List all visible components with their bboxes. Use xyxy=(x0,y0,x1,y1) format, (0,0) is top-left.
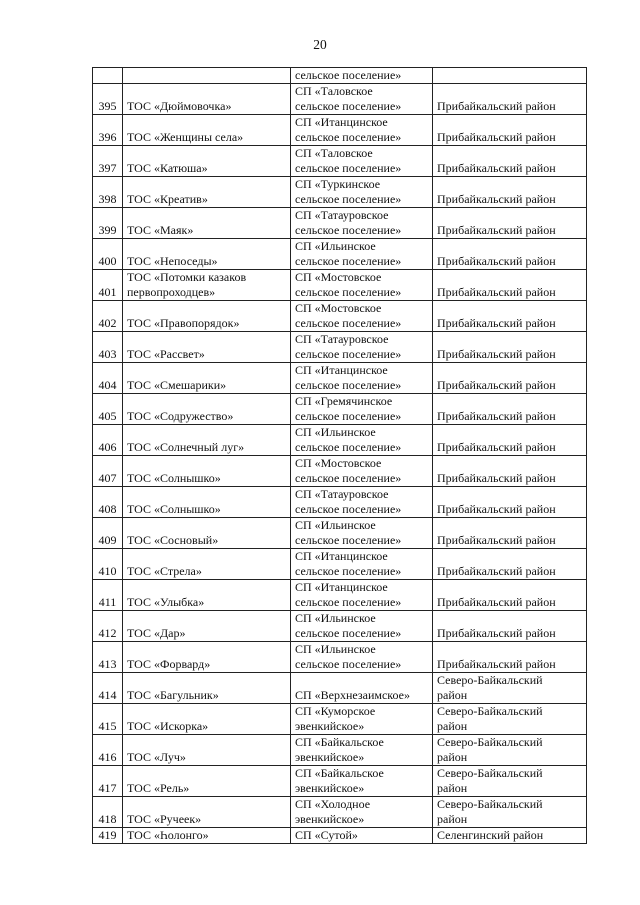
district-cell xyxy=(433,704,587,735)
tos-name-cell xyxy=(123,549,291,580)
table-row xyxy=(93,797,587,828)
row-number-cell-line: 417 xyxy=(98,781,117,795)
table-row xyxy=(93,456,587,487)
tos-name-cell xyxy=(123,766,291,797)
tos-name-cell xyxy=(123,735,291,766)
tos-name-cell xyxy=(123,84,291,115)
tos-name-cell xyxy=(123,487,291,518)
settlement-cell-line: СП «Гремячинское xyxy=(295,394,393,408)
row-number-cell xyxy=(93,332,123,363)
row-number-cell xyxy=(93,518,123,549)
district-cell-line: Прибайкальский район xyxy=(437,440,556,454)
tos-name-cell-line: ТОС «Дюймовочка» xyxy=(127,99,232,113)
tos-name-cell-line: ТОС «Потомки казаков xyxy=(127,270,247,284)
tos-name-cell-line: ТОС «Катюша» xyxy=(127,161,208,175)
row-number-cell-line: 402 xyxy=(98,316,117,330)
tos-name-cell-line: ТОС «Маяк» xyxy=(127,223,194,237)
tos-name-cell-line: ТОС «Һолонго» xyxy=(127,828,209,842)
tos-name-cell xyxy=(123,797,291,828)
district-cell xyxy=(433,828,587,844)
row-number-cell xyxy=(93,363,123,394)
district-cell-line: Прибайкальский район xyxy=(437,626,556,640)
row-number-cell xyxy=(93,549,123,580)
tos-name-cell xyxy=(123,704,291,735)
tos-name-cell xyxy=(123,363,291,394)
row-number-cell xyxy=(93,735,123,766)
table-row xyxy=(93,828,587,844)
table-row xyxy=(93,549,587,580)
district-cell-line: Прибайкальский район xyxy=(437,254,556,268)
tos-name-cell xyxy=(123,673,291,704)
district-cell-line: Северо-Байкальский xyxy=(437,704,543,718)
settlement-cell xyxy=(291,177,433,208)
row-number-cell-line: 410 xyxy=(98,564,117,578)
row-number-cell xyxy=(93,704,123,735)
tos-name-cell xyxy=(123,642,291,673)
tos-name-cell-line: ТОС «Правопорядок» xyxy=(127,316,240,330)
district-cell xyxy=(433,84,587,115)
district-cell-line: Прибайкальский район xyxy=(437,533,556,547)
settlement-cell-line: сельское поселение» xyxy=(295,409,402,423)
row-number-cell-line: 411 xyxy=(98,595,117,609)
settlement-cell-line: эвенкийское» xyxy=(295,750,365,764)
row-number-cell-line: 403 xyxy=(98,347,117,361)
district-cell-line: район xyxy=(437,812,468,826)
row-number-cell xyxy=(93,580,123,611)
settlement-cell xyxy=(291,828,433,844)
tos-name-cell-line: ТОС «Солнышко» xyxy=(127,471,221,485)
settlement-cell-line: СП «Татауровское xyxy=(295,487,389,501)
district-cell-line: Прибайкальский район xyxy=(437,316,556,330)
row-number-cell xyxy=(93,828,123,844)
district-cell xyxy=(433,239,587,270)
page-number: 20 xyxy=(313,37,327,52)
row-number-cell xyxy=(93,766,123,797)
row-number-cell-line: 418 xyxy=(98,812,117,826)
table-row xyxy=(93,177,587,208)
row-number-cell-line: 413 xyxy=(98,657,117,671)
district-cell-line: Прибайкальский район xyxy=(437,471,556,485)
settlement-cell-line: СП «Татауровское xyxy=(295,208,389,222)
tos-name-cell-line: ТОС «Багульник» xyxy=(127,688,219,702)
settlement-cell-line: СП «Верхнезаимское» xyxy=(295,688,410,702)
row-number-cell xyxy=(93,115,123,146)
tos-name-cell-line: ТОС «Креатив» xyxy=(127,192,208,206)
settlement-cell-line: СП «Ильинское xyxy=(295,425,376,439)
tos-name-cell-line: ТОС «Солнышко» xyxy=(127,502,221,516)
settlement-cell-line: СП «Ильинское xyxy=(295,611,376,625)
table-row-continuation xyxy=(93,68,587,84)
row-number-cell xyxy=(93,239,123,270)
district-cell-line: район xyxy=(437,781,468,795)
row-number-cell-line: 412 xyxy=(98,626,117,640)
settlement-cell-line: СП «Ильинское xyxy=(295,642,376,656)
settlement-cell-line: СП «Байкальское xyxy=(295,766,384,780)
table-row xyxy=(93,84,587,115)
settlement-cell-line: сельское поселение» xyxy=(295,99,402,113)
tos-name-cell xyxy=(123,456,291,487)
table-row xyxy=(93,301,587,332)
settlement-cell-line: сельское поселение» xyxy=(295,254,402,268)
tos-name-cell xyxy=(123,425,291,456)
table-row xyxy=(93,766,587,797)
district-cell xyxy=(433,394,587,425)
settlement-cell-line: сельское поселение» xyxy=(295,378,402,392)
tos-name-cell xyxy=(123,580,291,611)
district-cell-line: Прибайкальский район xyxy=(437,595,556,609)
tos-name-cell xyxy=(123,332,291,363)
row-number-cell xyxy=(93,68,123,84)
row-number-cell-line: 407 xyxy=(98,471,117,485)
row-number-cell xyxy=(93,270,123,301)
settlement-cell xyxy=(291,549,433,580)
row-number-cell-line: 396 xyxy=(98,130,117,144)
row-number-cell-line: 416 xyxy=(98,750,117,764)
settlement-cell-line: сельское поселение» xyxy=(295,347,402,361)
settlement-cell-line: сельское поселение» xyxy=(295,161,402,175)
district-cell xyxy=(433,363,587,394)
tos-name-cell xyxy=(123,208,291,239)
tos-name-cell-line: ТОС «Форвард» xyxy=(127,657,211,671)
table-row xyxy=(93,673,587,704)
settlement-cell xyxy=(291,766,433,797)
district-cell-line: район xyxy=(437,750,468,764)
row-number-cell xyxy=(93,84,123,115)
tos-name-cell-line: ТОС «Дар» xyxy=(127,626,186,640)
table-row xyxy=(93,425,587,456)
district-cell-line: Северо-Байкальский xyxy=(437,735,543,749)
settlement-cell-line: СП «Холодное xyxy=(295,797,371,811)
settlement-cell-line: сельское поселение» xyxy=(295,564,402,578)
tos-name-cell-line: ТОС «Луч» xyxy=(127,750,186,764)
settlement-cell-line: СП «Итанцинское xyxy=(295,580,388,594)
settlement-cell-line: СП «Мостовское xyxy=(295,270,382,284)
district-cell-line: Прибайкальский район xyxy=(437,161,556,175)
district-cell-line: Северо-Байкальский xyxy=(437,766,543,780)
settlement-cell: сельское поселение» xyxy=(291,68,433,84)
settlement-cell-line: сельское поселение» xyxy=(295,595,402,609)
district-cell xyxy=(433,611,587,642)
settlement-cell-line: СП «Байкальское xyxy=(295,735,384,749)
tos-name-cell-line: ТОС «Непоседы» xyxy=(127,254,218,268)
row-number-cell-line: 404 xyxy=(98,378,117,392)
settlement-cell-line: СП «Таловское xyxy=(295,84,373,98)
table-row xyxy=(93,270,587,301)
settlement-cell xyxy=(291,394,433,425)
settlement-cell-line: эвенкийское» xyxy=(295,719,365,733)
settlement-cell xyxy=(291,84,433,115)
settlement-cell-line: сельское поселение» xyxy=(295,533,402,547)
row-number-cell-line: 395 xyxy=(98,99,117,113)
row-number-cell xyxy=(93,208,123,239)
district-cell xyxy=(433,115,587,146)
row-number-cell-line: 397 xyxy=(98,161,117,175)
district-cell xyxy=(433,456,587,487)
table-row xyxy=(93,394,587,425)
row-number-cell-line: 399 xyxy=(98,223,117,237)
tos-name-cell xyxy=(123,828,291,844)
settlement-cell xyxy=(291,487,433,518)
settlement-cell-line: СП «Мостовское xyxy=(295,456,382,470)
tos-registry-table xyxy=(92,67,587,844)
tos-name-cell-line: ТОС «Смешарики» xyxy=(127,378,227,392)
settlement-cell xyxy=(291,673,433,704)
row-number-cell-line: 398 xyxy=(98,192,117,206)
row-number-cell xyxy=(93,673,123,704)
district-cell-line: район xyxy=(437,688,468,702)
settlement-cell-line: сельское поселение» xyxy=(295,316,402,330)
settlement-cell-line: сельское поселение» xyxy=(295,192,402,206)
row-number-cell-line: 419 xyxy=(98,828,117,842)
table-row xyxy=(93,363,587,394)
table-row xyxy=(93,487,587,518)
row-number-cell xyxy=(93,611,123,642)
settlement-cell xyxy=(291,797,433,828)
district-cell xyxy=(433,518,587,549)
settlement-cell-line: СП «Итанцинское xyxy=(295,363,388,377)
district-cell xyxy=(433,487,587,518)
tos-name-cell xyxy=(123,177,291,208)
row-number-cell xyxy=(93,456,123,487)
table-row xyxy=(93,735,587,766)
district-cell xyxy=(433,146,587,177)
settlement-cell-line: СП «Итанцинское xyxy=(295,549,388,563)
settlement-cell xyxy=(291,425,433,456)
table-row xyxy=(93,332,587,363)
settlement-cell xyxy=(291,332,433,363)
row-number-cell xyxy=(93,146,123,177)
row-number-cell-line: 401 xyxy=(98,285,117,299)
tos-name-cell-line: ТОС «Искорка» xyxy=(127,719,209,733)
row-number-cell xyxy=(93,394,123,425)
settlement-cell-line: сельское поселение» xyxy=(295,502,402,516)
row-number-cell-line: 408 xyxy=(98,502,117,516)
district-cell xyxy=(433,797,587,828)
tos-name-cell xyxy=(123,518,291,549)
district-cell-line: Прибайкальский район xyxy=(437,564,556,578)
table-row xyxy=(93,239,587,270)
district-cell xyxy=(433,580,587,611)
district-cell xyxy=(433,208,587,239)
district-cell-line: Прибайкальский район xyxy=(437,223,556,237)
table-body xyxy=(93,68,587,844)
table-row xyxy=(93,580,587,611)
row-number-cell-line: 415 xyxy=(98,719,117,733)
row-number-cell-line: 414 xyxy=(98,688,117,702)
tos-name-cell xyxy=(123,146,291,177)
settlement-cell xyxy=(291,642,433,673)
settlement-cell-line: СП «Туркинское xyxy=(295,177,381,191)
settlement-cell-line: сельское поселение» xyxy=(295,626,402,640)
settlement-cell-line: сельское поселение» xyxy=(295,223,402,237)
tos-name-cell xyxy=(123,68,291,84)
row-number-cell xyxy=(93,425,123,456)
settlement-cell xyxy=(291,456,433,487)
settlement-cell-line: СП «Ильинское xyxy=(295,239,376,253)
tos-name-cell-line: ТОС «Сосновый» xyxy=(127,533,219,547)
tos-name-cell-line: ТОС «Рель» xyxy=(127,781,190,795)
district-cell xyxy=(433,270,587,301)
district-cell-line: Прибайкальский район xyxy=(437,192,556,206)
district-cell xyxy=(433,425,587,456)
tos-name-cell-line: ТОС «Содружество» xyxy=(127,409,234,423)
table-row xyxy=(93,115,587,146)
row-number-cell xyxy=(93,301,123,332)
tos-name-cell-line: ТОС «Улыбка» xyxy=(127,595,205,609)
settlement-cell xyxy=(291,208,433,239)
district-cell xyxy=(433,332,587,363)
district-cell xyxy=(433,549,587,580)
settlement-cell xyxy=(291,146,433,177)
settlement-cell xyxy=(291,735,433,766)
settlement-cell-line: СП «Сутой» xyxy=(295,828,358,842)
settlement-cell-line: СП «Мостовское xyxy=(295,301,382,315)
settlement-cell-line: СП «Татауровское xyxy=(295,332,389,346)
table-row xyxy=(93,704,587,735)
settlement-cell xyxy=(291,518,433,549)
tos-name-cell-line: первопроходцев» xyxy=(127,285,216,299)
tos-name-cell xyxy=(123,239,291,270)
district-cell-line: Северо-Байкальский xyxy=(437,673,543,687)
settlement-cell-line: сельское поселение» xyxy=(295,130,402,144)
row-number-cell-line: 409 xyxy=(98,533,117,547)
district-cell-line: Прибайкальский район xyxy=(437,657,556,671)
district-cell-line: Прибайкальский район xyxy=(437,502,556,516)
table-row xyxy=(93,611,587,642)
settlement-cell-line: СП «Таловское xyxy=(295,146,373,160)
settlement-cell xyxy=(291,580,433,611)
settlement-cell xyxy=(291,115,433,146)
settlement-cell-line: сельское поселение» xyxy=(295,657,402,671)
row-number-cell xyxy=(93,642,123,673)
settlement-cell xyxy=(291,704,433,735)
settlement-cell-line: сельское поселение» xyxy=(295,285,402,299)
tos-name-cell xyxy=(123,611,291,642)
tos-name-cell xyxy=(123,270,291,301)
district-cell-line: Прибайкальский район xyxy=(437,409,556,423)
settlement-cell-line: эвенкийское» xyxy=(295,812,365,826)
district-cell xyxy=(433,673,587,704)
district-cell-line: Прибайкальский район xyxy=(437,285,556,299)
district-cell-line: Прибайкальский район xyxy=(437,130,556,144)
row-number-cell-line: 400 xyxy=(98,254,117,268)
row-number-cell-line: 406 xyxy=(98,440,117,454)
settlement-cell xyxy=(291,270,433,301)
tos-name-cell-line: ТОС «Солнечный луг» xyxy=(127,440,245,454)
district-cell-line: Прибайкальский район xyxy=(437,378,556,392)
settlement-cell-line: сельское поселение» xyxy=(295,471,402,485)
table-row xyxy=(93,518,587,549)
district-cell-line: Селенгинский район xyxy=(437,828,544,842)
district-cell-line: район xyxy=(437,719,468,733)
district-cell xyxy=(433,642,587,673)
row-number-cell-line: 405 xyxy=(98,409,117,423)
row-number-cell xyxy=(93,487,123,518)
district-cell xyxy=(433,301,587,332)
settlement-cell-line: эвенкийское» xyxy=(295,781,365,795)
row-number-cell xyxy=(93,797,123,828)
tos-name-cell-line: ТОС «Женщины села» xyxy=(127,130,244,144)
tos-name-cell xyxy=(123,115,291,146)
tos-name-cell xyxy=(123,301,291,332)
district-cell-line: Прибайкальский район xyxy=(437,99,556,113)
district-cell-line: Прибайкальский район xyxy=(437,347,556,361)
table-row xyxy=(93,642,587,673)
tos-name-cell-line: ТОС «Ручеек» xyxy=(127,812,202,826)
district-cell-line: Северо-Байкальский xyxy=(437,797,543,811)
district-cell xyxy=(433,177,587,208)
settlement-cell xyxy=(291,239,433,270)
district-cell xyxy=(433,735,587,766)
settlement-cell-line: СП «Ильинское xyxy=(295,518,376,532)
settlement-cell xyxy=(291,363,433,394)
tos-name-cell-line: ТОС «Рассвет» xyxy=(127,347,205,361)
table-row xyxy=(93,146,587,177)
settlement-cell-line: СП «Куморское xyxy=(295,704,376,718)
settlement-cell xyxy=(291,301,433,332)
settlement-cell xyxy=(291,611,433,642)
tos-name-cell-line: ТОС «Стрела» xyxy=(127,564,202,578)
tos-name-cell xyxy=(123,394,291,425)
settlement-cell-line: СП «Итанцинское xyxy=(295,115,388,129)
table-row xyxy=(93,208,587,239)
district-cell xyxy=(433,68,587,84)
settlement-cell-line: сельское поселение» xyxy=(295,440,402,454)
row-number-cell xyxy=(93,177,123,208)
district-cell xyxy=(433,766,587,797)
